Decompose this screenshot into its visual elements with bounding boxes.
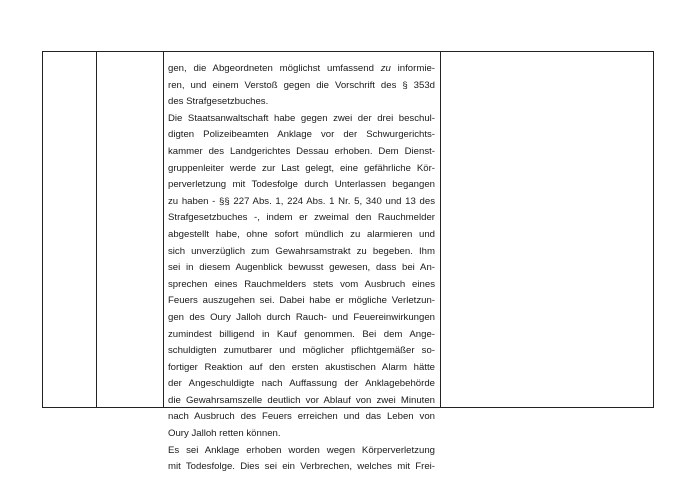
text-line: Die Staatsanwaltschaft habe gegen zwei der drei beschul- [168,112,435,124]
text-line: gruppenleiter werde zur Last gelegt, eine gefährliche Kör- [168,162,435,174]
text-line: perverletzung mit Todesfolge durch Unterlassen begangen [168,179,435,191]
column-divider-1 [96,52,97,407]
text-line: Oury Jalloh retten können. [168,428,281,440]
text-line: zu haben - §§ 227 Abs. 1, 224 Abs. 1 Nr. 5, 340 und 13 des [168,195,435,207]
text-line: Es sei Anklage erhoben worden wegen Körperverletzung [168,444,435,456]
text-line: des Strafgesetzbuches. [168,96,269,108]
text-line: sich unverzüglich zum Gewahrsamstrakt zu begeben. Ihm [168,245,435,257]
text-line: sei in diesem Augenblick bewusst gewesen, dass bei An- [168,262,435,274]
text-line: Feuers auszugehen sei. Dabei habe er mögliche Verletzun- [168,295,435,307]
text-line: digten Polizeibeamten Anklage vor der Schwurgerichts- [168,129,435,141]
text-cell [168,61,435,476]
text-line: kammer des Landgerichtes Dessau erhoben. Dem Dienst- [168,145,435,157]
text-line: der Angeschuldigte nach Auffassung der Anklagebehörde [168,378,435,390]
text-line: zumindest billigend in Kauf genommen. Bei dem Ange- [168,328,435,340]
text-line: abgestellt habe, ohne sofort mündlich zu alarmieren und [168,228,435,240]
text-line: gen des Oury Jalloh durch Rauch- und Feuereinwirkungen [168,311,435,323]
text-line: fortiger Reaktion auf den ersten akustischen Alarm hätte [168,361,435,373]
text-line: Strafgesetzbuches -, indem er zweimal den Rauchmelder [168,212,435,224]
text-line: mit Todesfolge. Dies sei ein Verbrechen, welches mit Frei- [168,461,435,473]
column-divider-2 [163,52,164,407]
text-line: ren, und einem Verstoß gegen die Vorschrift des § 353d [168,79,435,91]
column-divider-3 [440,52,441,407]
text-line: sprechen eines Rauchmelders stets vom Ausbruch eines [168,278,435,290]
text-line: gen, die Abgeordneten möglichst umfassend zu informie- [168,63,435,74]
document-table [42,51,654,473]
text-line: die Gewahrsamszelle deutlich vor Ablauf von zwei Minuten [168,394,435,406]
text-line: schuldigten zumutbarer und möglicher pflichtgemäßer so- [168,345,435,357]
text-line: nach Ausbruch des Feuers erreichen und das Leben von [168,411,435,423]
